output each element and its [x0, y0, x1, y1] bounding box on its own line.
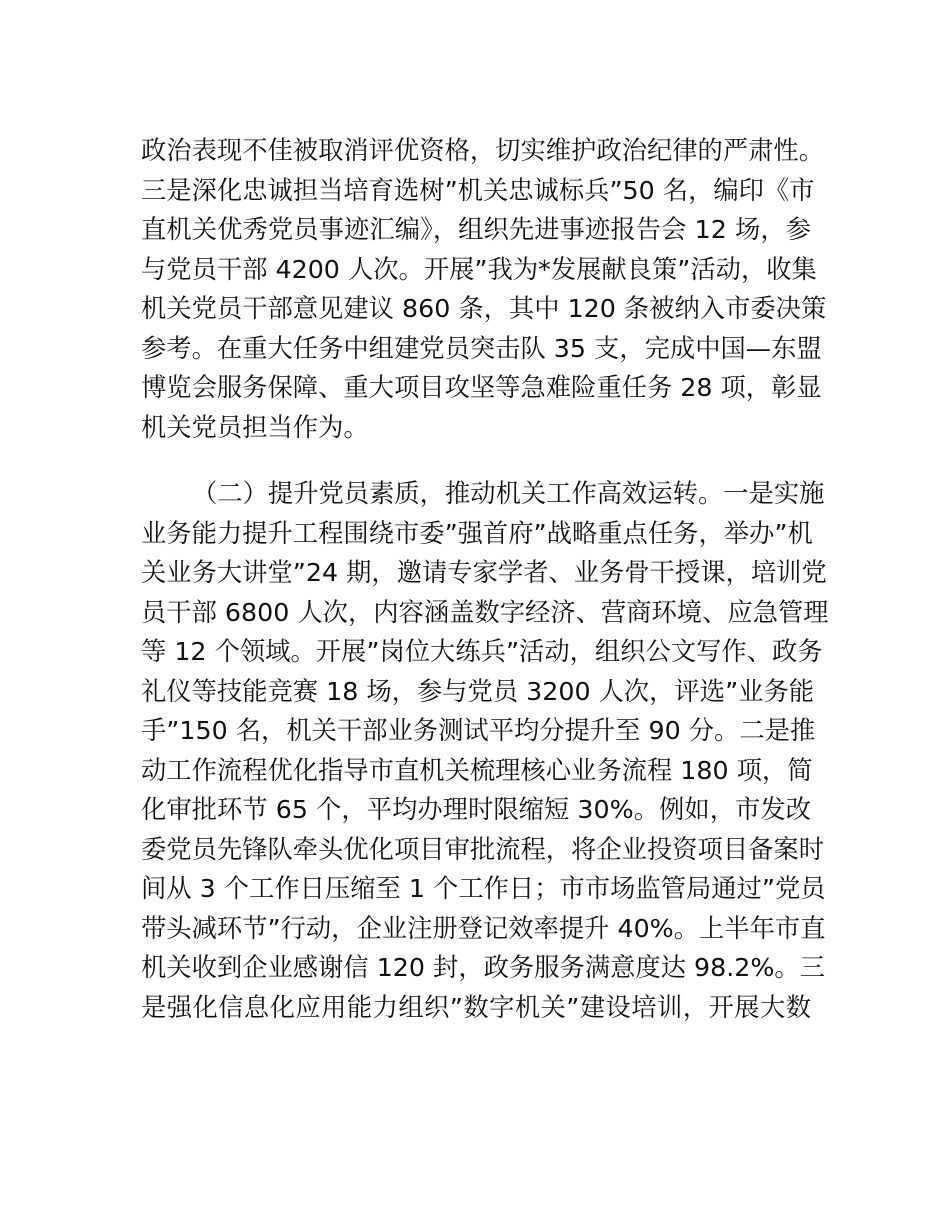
text-line: 带头减环节”行动，企业注册登记效率提升 40%。上半年市直: [141, 913, 826, 943]
text-line: 化审批环节 65 个，平均办理时限缩短 30%。例如，市发改: [141, 795, 811, 824]
text-line: 机关收到企业感谢信 120 封，政务服务满意度达 98.2%。三: [141, 953, 826, 982]
text-line: 参考。在重大任务中组建党员突击队 35 支，完成中国—东盟: [141, 333, 822, 363]
document-page: [141, 131, 829, 1027]
text-line: 等 12 个领域。开展”岗位大练兵”活动，组织公文写作、政务: [141, 637, 823, 666]
text-line: 委党员先锋队牵头优化项目审批流程，将企业投资项目备案时: [141, 834, 825, 864]
text-line: （二）提升党员素质，推动机关工作高效运转。一是实施: [192, 479, 825, 508]
text-line: 业务能力提升工程围绕市委”强首府”战略重点任务，举办”机: [141, 518, 813, 548]
text-line: 机关党员担当作为。: [141, 412, 369, 442]
text-line: 关业务大讲堂”24 期，邀请专家学者、业务骨干授课，培训党: [141, 558, 827, 587]
text-line: 与党员干部 4200 人次。开展”我为*发展献良策”活动，收集: [141, 254, 817, 284]
paragraph-2: [141, 474, 829, 1027]
text-line: 手”150 名，机关干部业务测试平均分提升至 90 分。二是推: [141, 716, 816, 745]
text-line: 员干部 6800 人次，内容涵盖数字经济、营商环境、应急管理: [141, 597, 829, 627]
text-line: 三是深化忠诚担当培育选树”机关忠诚标兵”50 名，编印《市: [141, 175, 815, 205]
text-line: 博览会服务保障、重大项目攻坚等急难险重任务 28 项，彰显: [141, 373, 822, 402]
text-line: 动工作流程优化指导市直机关梳理核心业务流程 180 项，简: [141, 755, 813, 785]
paragraph-1: [141, 131, 827, 447]
text-line: 直机关优秀党员事迹汇编》，组织先进事迹报告会 12 场，参: [141, 215, 811, 244]
text-line: 政治表现不佳被取消评优资格，切实维护政治纪律的严肃性。: [141, 136, 825, 165]
text-line: 是强化信息化应用能力组织”数字机关”建设培训，开展大数: [141, 992, 811, 1022]
text-line: 机关党员干部意见建议 860 条，其中 120 条被纳入市委决策: [141, 294, 827, 323]
text-line: 间从 3 个工作日压缩至 1 个工作日；市市场监管局通过”党员: [141, 874, 826, 903]
text-line: 礼仪等技能竞赛 18 场，参与党员 3200 人次，评选”业务能: [141, 676, 815, 706]
